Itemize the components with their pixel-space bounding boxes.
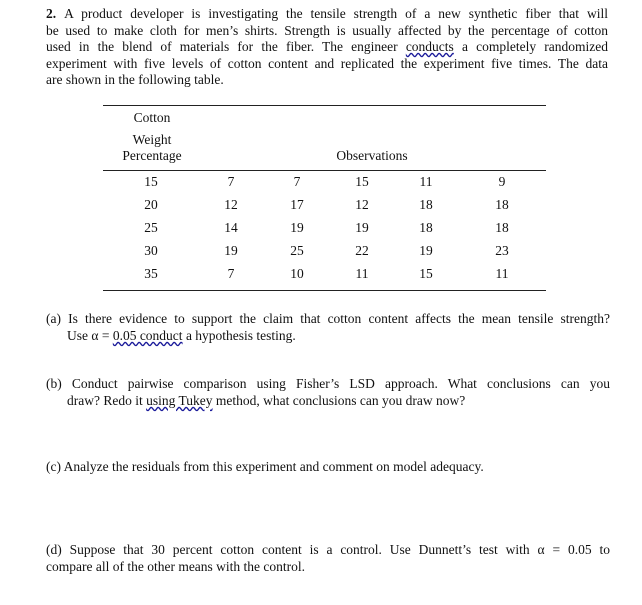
question-a-line-2: Use α = 0.05 conduct a hypothesis testing. [67, 328, 296, 343]
table-cell: 15 [144, 174, 158, 189]
table-cell: 11 [419, 174, 433, 189]
table-header-rule [103, 170, 546, 171]
table-cell: 7 [227, 266, 235, 281]
table-cell: 23 [495, 243, 509, 258]
table-cell: 19 [290, 220, 304, 235]
question-c [46, 458, 610, 475]
table-cell: 15 [419, 266, 433, 281]
table-bottom-rule [103, 290, 546, 291]
spellcheck-phrase: 0.05 conduct [112, 328, 183, 343]
question-b-line-1: (b) Conduct pairwise comparison using Fisher’s LSD approach. What conclusions can you [46, 376, 610, 391]
table-cell: 11 [495, 266, 509, 281]
table-cell: 18 [495, 220, 509, 235]
table-cell: 12 [355, 197, 369, 212]
problem-statement [46, 6, 608, 89]
table-cell: 19 [419, 243, 433, 258]
question-b [46, 375, 610, 409]
table-cell: 25 [290, 243, 304, 258]
table-cell: 35 [144, 266, 158, 281]
table-cell: 7 [227, 174, 235, 189]
table-cell: 18 [419, 197, 433, 212]
intro-line-3: used in the blend of materials for the fiber. The engineer conducts a completely randomized [46, 39, 608, 55]
question-a-line-1: (a) Is there evidence to support the claim that cotton content affects the mean tensile strength? [46, 311, 610, 326]
table-cell: 30 [144, 243, 158, 258]
table-cell: 20 [144, 197, 158, 212]
table-cell: 7 [293, 174, 301, 189]
table-cell: 17 [290, 197, 304, 212]
question-d-line-1: (d) Suppose that 30 percent cotton content is a control. Use Dunnett’s test with α = 0.05 to [46, 542, 610, 557]
question-d [46, 541, 610, 575]
table-cell: 18 [419, 220, 433, 235]
table-cell: 22 [355, 243, 369, 258]
table-cell: 19 [355, 220, 369, 235]
question-a [46, 310, 610, 344]
table-cell: 18 [495, 197, 509, 212]
header-percentage: Percentage [122, 148, 182, 163]
table-cell: 25 [144, 220, 158, 235]
table-cell: 9 [498, 174, 506, 189]
table-top-rule [103, 105, 546, 106]
table-cell: 12 [224, 197, 238, 212]
question-b-line-2: draw? Redo it using Tukey method, what conclusions can you draw now? [67, 393, 466, 408]
intro-line-2: be used to make cloth for men’s shirts. Strength is usually affected by the percentage of cotton [46, 22, 608, 38]
table-cell: 14 [224, 220, 238, 235]
table-cell: 10 [290, 266, 304, 281]
table-cell: 11 [355, 266, 369, 281]
question-c-line-1: (c) Analyze the residuals from this experiment and comment on model adequacy. [46, 459, 484, 474]
intro-line-5: are shown in the following table. [46, 72, 224, 88]
table-cell: 15 [355, 174, 369, 189]
intro-line-4: experiment with five levels of cotton content and replicated the experiment five times. The data [46, 55, 608, 71]
header-weight: Weight [132, 132, 172, 147]
spellcheck-phrase: using Tukey [146, 393, 213, 408]
header-observations: Observations [336, 148, 408, 163]
table-cell: 19 [224, 243, 238, 258]
problem-number: 2. [46, 6, 57, 21]
question-d-line-2: compare all of the other means with the control. [46, 559, 306, 574]
intro-line-1: A product developer is investigating the tensile strength of a new synthetic fiber that will [64, 6, 608, 21]
header-cotton: Cotton [133, 110, 171, 125]
spellcheck-word-conducts: conducts [405, 39, 454, 55]
